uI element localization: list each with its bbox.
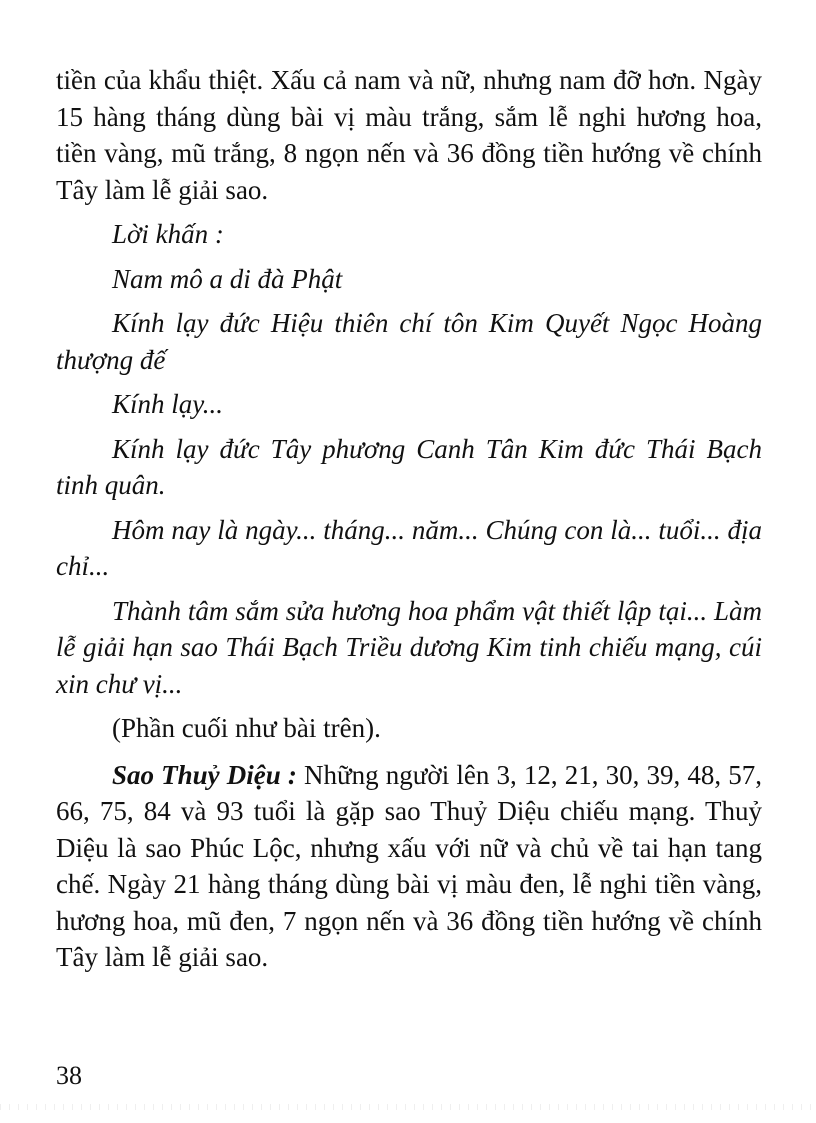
- section-body: Những người lên 3, 12, 21, 30, 39, 48, 57, 66, 75, 84 và 93 tuổi là gặp sao Thuỷ Diệu chiếu mạng. Thuỷ Diệu là sao Phúc Lộc, nhưng xấu với nữ và chủ về tai hạn tang chế. Ngày 21 hàng tháng dùng bài vị màu đen, lễ nghi tiền vàng, hương hoa, mũ đen, 7 ngọn nến và 36 đồng tiền hướng về chính Tây làm lễ giải sao.: [56, 759, 762, 972]
- scan-noise: [0, 1104, 816, 1110]
- prayer-line-3: Kính lạy...: [112, 389, 224, 419]
- section-heading: Sao Thuỷ Diệu :: [112, 759, 297, 790]
- page-body: [56, 62, 762, 976]
- page-number: 38: [56, 1061, 82, 1090]
- prayer-line-2: Kính lạy đức Hiệu thiên chí tôn Kim Quyết Ngọc Hoàng thượng đế: [56, 308, 762, 375]
- paragraph-thuy-dieu: [56, 757, 762, 976]
- prayer-line-4: Kính lạy đức Tây phương Canh Tân Kim đức Thái Bạch tinh quân.: [56, 433, 762, 500]
- paragraph-intro: tiền của khẩu thiệt. Xấu cả nam và nữ, nhưng nam đỡ hơn. Ngày 15 hàng tháng dùng bài vị màu trắng, sắm lễ nghi hương hoa, tiền vàng, mũ trắng, 8 ngọn nến và 36 đồng tiền hướng về chính Tây làm lễ giải sao.: [56, 65, 762, 205]
- prayer-line-1: Nam mô a di đà Phật: [112, 263, 343, 294]
- prayer-line-5: Hôm nay là ngày... tháng... năm... Chúng con là... tuổi... địa chỉ...: [56, 514, 762, 581]
- prayer-line-6: Thành tâm sắm sửa hương hoa phẩm vật thiết lập tại... Làm lễ giải hạn sao Thái Bạch Triều dương Kim tinh chiếu mạng, cúi xin chư vị...: [56, 595, 762, 699]
- prayer-heading: Lời khấn :: [112, 219, 224, 249]
- paragraph-note: (Phần cuối như bài trên).: [112, 713, 381, 743]
